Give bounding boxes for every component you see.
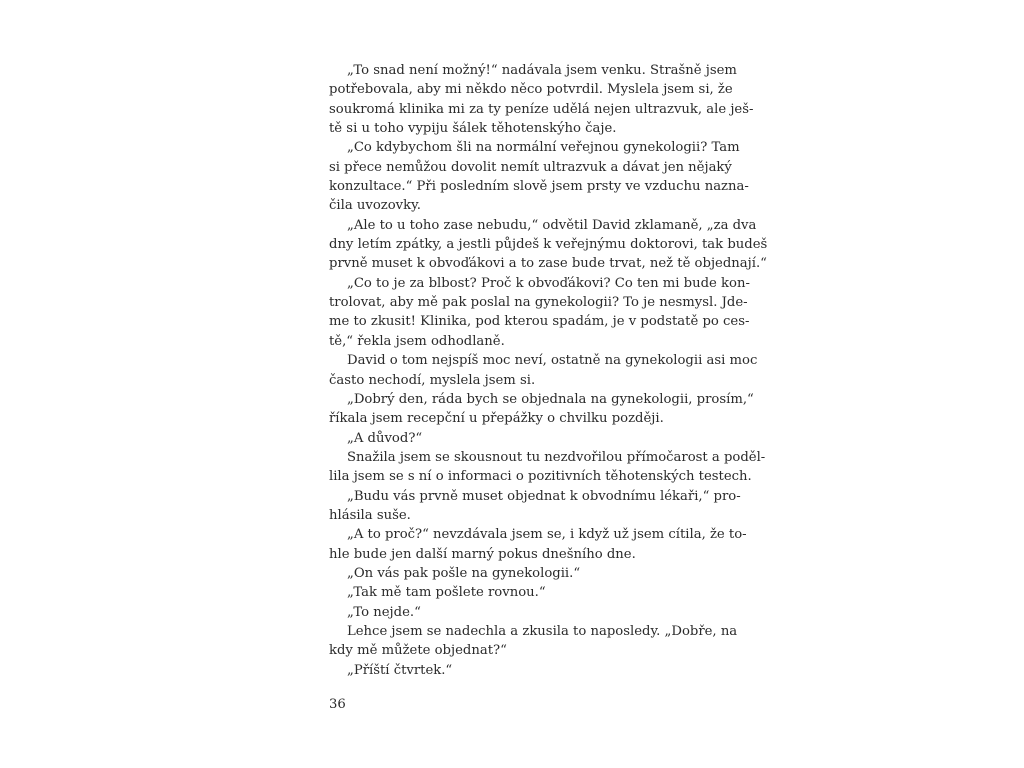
text-line: „To nejde.“: [347, 604, 421, 620]
text-line: hlásila suše.: [329, 507, 411, 523]
text-line: tě,“ řekla jsem odhodlaně.: [329, 333, 505, 349]
text-line: „Co kdybychom šli na normální veřejnou gynekologii? Tam: [347, 140, 740, 156]
text-line: hle bude jen další marný pokus dnešního dne.: [329, 546, 636, 562]
text-line: tě si u toho vypiju šálek těhotenskýho čaje.: [329, 121, 617, 137]
text-line: „Tak mě tam pošlete rovnou.“: [347, 585, 546, 601]
text-line: „Dobrý den, ráda bych se objednala na gynekologii, prosím,“: [347, 391, 754, 407]
text-line: me to zkusit! Klinika, pod kterou spadám, je v podstatě po ces-: [329, 314, 750, 330]
text-line: trolovat, aby mě pak poslal na gynekologii? To je nesmysl. Jde-: [329, 295, 748, 311]
text-line: „To snad není možný!“ nadávala jsem venku. Strašně jsem: [347, 63, 737, 78]
text-line: soukromá klinika mi za ty peníze udělá nejen ultrazvuk, ale ješ-: [329, 101, 754, 117]
text-line: „Příští čtvrtek.“: [347, 662, 453, 678]
text-line: často nechodí, myslela jsem si.: [329, 372, 536, 388]
text-line: „A důvod?“: [347, 430, 423, 446]
text-line: Lehce jsem se nadechla a zkusila to naposledy. „Dobře, na: [347, 623, 738, 639]
text-line: říkala jsem recepční u přepážky o chvilku později.: [329, 411, 664, 427]
text-line: čila uvozovky.: [329, 198, 421, 214]
text-line: potřebovala, aby mi někdo něco potvrdil. Myslela jsem si, že: [329, 82, 733, 98]
text-line: prvně muset k obvoďákovi a to zase bude trvat, než tě objednají.“: [329, 256, 767, 272]
text-line: „A to proč?“ nevzdávala jsem se, i když už jsem cítila, že to-: [347, 527, 747, 543]
text-line: „On vás pak pošle na gynekologii.“: [347, 565, 581, 581]
page-number: 36: [329, 697, 346, 712]
text-line: dny letím zpátky, a jestli půjdeš k veřejnýmu doktorovi, tak budeš: [329, 237, 768, 253]
text-line: konzultace.“ Při posledním slově jsem prsty ve vzduchu nazna-: [329, 179, 749, 195]
text-line: lila jsem se s ní o informaci o pozitivních těhotenských testech.: [329, 469, 752, 485]
text-line: Snažila jsem se skousnout tu nezdvořilou přímočarost a poděl-: [347, 449, 766, 465]
text-line: David o tom nejspíš moc neví, ostatně na gynekologii asi moc: [347, 353, 758, 369]
text-line: „Ale to u toho zase nebudu,“ odvětil David zklamaně, „za dva: [347, 217, 757, 233]
body-text: [329, 61, 768, 680]
text-line: kdy mě můžete objednat?“: [329, 643, 507, 659]
text-line: si přece nemůžou dovolit nemít ultrazvuk a dávat jen nějaký: [329, 159, 732, 175]
text-line: „Budu vás prvně muset objednat k obvodnímu lékaři,“ pro-: [347, 488, 741, 504]
text-line: „Co to je za blbost? Proč k obvoďákovi? Co ten mi bude kon-: [347, 275, 750, 291]
